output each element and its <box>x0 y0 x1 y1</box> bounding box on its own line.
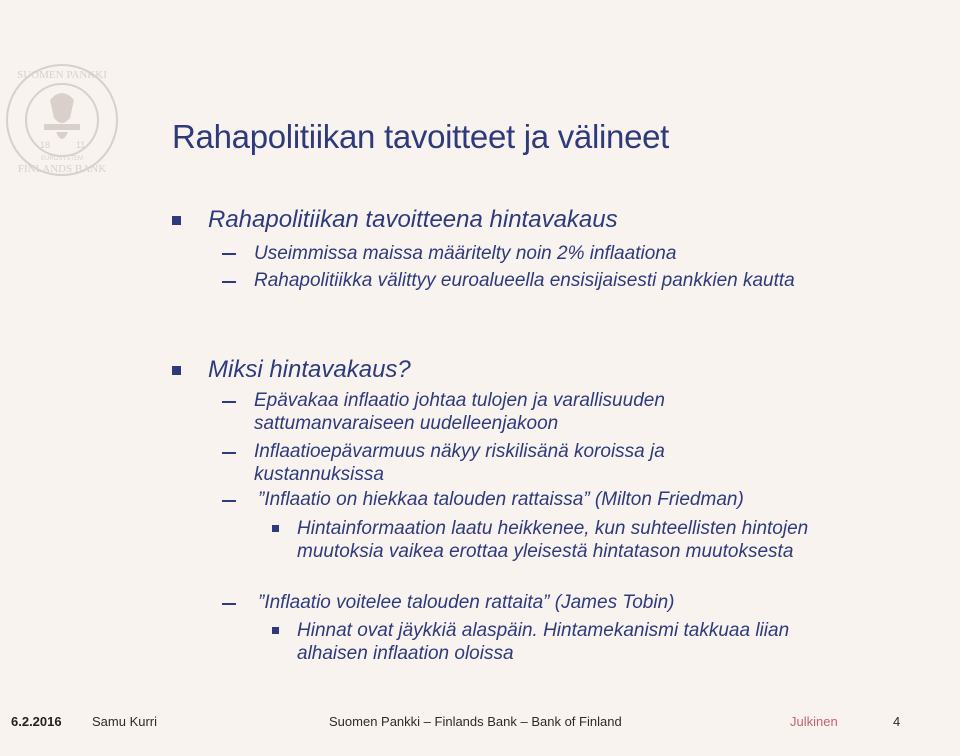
suomen-pankki-seal-icon <box>0 40 125 190</box>
section-heading: Miksi hintavakaus? <box>208 356 411 383</box>
list-item: Epävakaa inflaatio johtaa tulojen ja varallisuuden sattumanvaraiseen uudelleenjakoon <box>254 390 665 434</box>
dash-bullet-icon <box>222 281 236 283</box>
svg-text:EUROSYSTEM: EUROSYSTEM <box>40 156 84 162</box>
dash-bullet-icon <box>222 401 236 403</box>
svg-text:18: 18 <box>40 140 51 150</box>
sub-list-item: Hinnat ovat jäykkiä alaspäin. Hintamekanismi takkuaa liian alhaisen inflaation oloissa <box>297 620 790 664</box>
list-item: Inflaatioepävarmuus näkyy riskilisänä koroissa ja kustannuksissa <box>254 441 665 485</box>
footer-author: Samu Kurri <box>92 714 158 729</box>
list-item-quote: ”Inflaatio on hiekkaa talouden rattaissa” (Milton Friedman) <box>258 489 744 510</box>
section-heading: Rahapolitiikan tavoitteena hintavakaus <box>208 206 618 233</box>
footer-date: 6.2.2016 <box>11 714 62 729</box>
footer-classification: Julkinen <box>790 714 838 729</box>
dash-bullet-icon <box>222 500 236 502</box>
svg-text:FINLANDS BANK: FINLANDS BANK <box>17 163 107 175</box>
square-bullet-icon <box>272 525 279 532</box>
list-item: Rahapolitiikka välittyy euroalueella ensisijaisesti pankkien kautta <box>254 270 795 291</box>
list-item-quote: ”Inflaatio voitelee talouden rattaita” (James Tobin) <box>258 592 675 613</box>
sub-list-item: Hintainformaation laatu heikkenee, kun suhteellisten hintojen muutoksia vaikea erottaa yleisestä hintatason muutoksesta <box>297 518 809 562</box>
dash-bullet-icon <box>222 452 236 454</box>
list-item: Useimmissa maissa määritelty noin 2% inflaationa <box>254 243 677 264</box>
square-bullet-icon <box>172 366 181 375</box>
slide-title: Rahapolitiikan tavoitteet ja välineet <box>172 118 670 155</box>
footer-organization: Suomen Pankki – Finlands Bank – Bank of Finland <box>329 714 622 729</box>
square-bullet-icon <box>172 216 181 225</box>
square-bullet-icon <box>272 627 279 634</box>
footer-page-number: 4 <box>893 714 901 729</box>
svg-text:SUOMEN PANKKI: SUOMEN PANKKI <box>17 69 107 81</box>
dash-bullet-icon <box>222 253 236 255</box>
dash-bullet-icon <box>222 603 236 605</box>
svg-text:11: 11 <box>76 140 86 150</box>
